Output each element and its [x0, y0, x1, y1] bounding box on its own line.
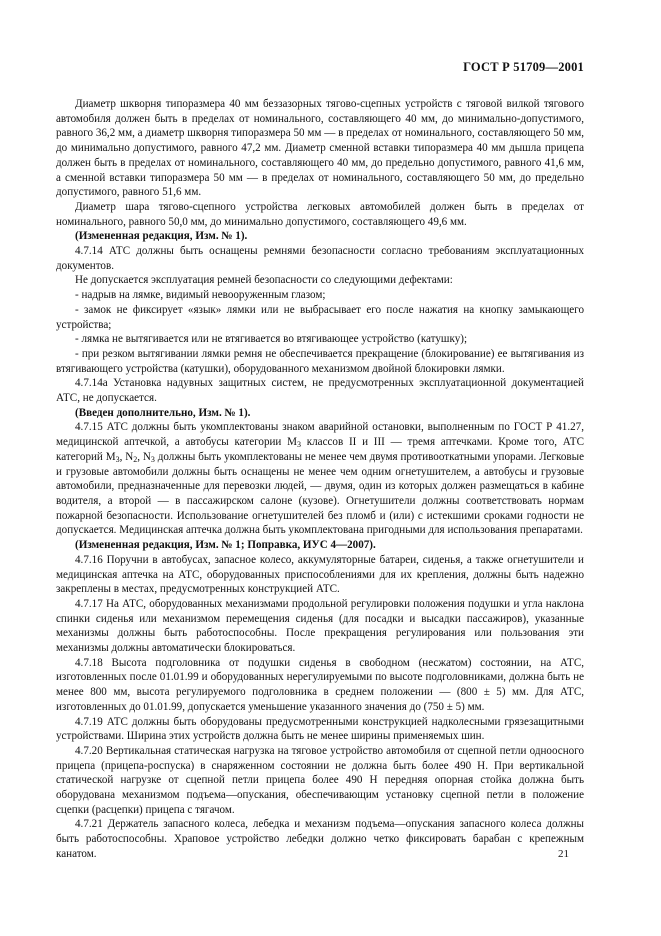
- page-number: 21: [558, 848, 569, 860]
- defect-item: - замок не фиксирует «язык» лямки или не выбрасывает его после нажатия на кнопку замыкающего устройства;: [56, 303, 584, 331]
- defect-item: - лямка не вытягивается или не втягивается во втягивающее устройство (катушку);: [75, 333, 468, 346]
- paragraph-defects-intro: Не допускается эксплуатация ремней безопасности со следующими дефектами:: [75, 274, 453, 287]
- defect-item: - надрыв на лямке, видимый невооруженным глазом;: [75, 289, 326, 302]
- clause-4-7-19: 4.7.19 АТС должны быть оборудованы предусмотренными конструкцией надколесными грязезащитными устройствами. Ширина этих устройств должна быть не менее ширины применяемых шин.: [56, 715, 584, 743]
- clause-4-7-17: 4.7.17 На АТС, оборудованных механизмами продольной регулировки положения подушки и угла наклона спинки сиденья или механизмом перемещения сиденья (для посадки и высадки пассажиров), указанные механизмы должны быть работоспособны. После прекращения регулирования или пользования эти механизмы должны автоматически блокироваться.: [56, 597, 584, 655]
- amendment-note: (Измененная редакция, Изм. № 1; Поправка, ИУС 4—2007).: [75, 539, 376, 552]
- paragraph-ball-diameter: Диаметр шара тягово-сцепного устройства легковых автомобилей должен быть в пределах от номинального, равного 50,0 мм, до минимально допустимого, составляющего 49,6 мм.: [56, 200, 584, 228]
- clause-4-7-18: 4.7.18 Высота подголовника от подушки сиденья в свободном (несжатом) состоянии, на АТС, изготовленных после 01.01.99 и оборудованных нерегулируемыми по высоте подголовниками, должна быть не менее 800 мм, высота регулируемого подголовника в среднем положении — (800 ± 5) мм. Для АТС, изготовленных до 01.01.99, допускается уменьшение указанного значения до (750 ± 5) мм.: [56, 656, 584, 713]
- defect-item: - при резком вытягивании лямки ремня не обеспечивается прекращение (блокирование) ее вытягивания из втягивающего устройства (катушки), оборудованного механизмом двойной блокировки лямки.: [56, 347, 584, 375]
- paragraph-kingpin-diameter: Диаметр шкворня типоразмера 40 мм беззазорных тягово-сцепных устройств с тяговой вилкой тягового автомобиля должен быть в пределах от номинального, составляющего 40 мм, до минимально-допустимого, равного 36,2 мм, а диаметр шкворня типоразмера 50 мм — в пределах от номинального, составляющего 50 мм, до минимально допустимого, равного 47,2 мм. Диаметр сменной вставки типоразмера 40 мм дышла прицепа должен быть в пределах от номинального, составляющего 40 мм, до предельно допустимого, равного 41,6 мм, а сменной вставки типоразмера 50 мм — в пределах от номинального, составляющего 50 мм, до предельно допустимого, равного 51,6 мм.: [56, 98, 584, 199]
- amendment-note: (Введен дополнительно, Изм. № 1).: [75, 406, 251, 419]
- clause-4-7-14: 4.7.14 АТС должны быть оснащены ремнями безопасности согласно требованиям эксплуатационных документов.: [56, 245, 584, 272]
- clause-4-7-15: 4.7.15 АТС должны быть укомплектованы знаком аварийной остановки, выполненным по ГОСТ Р 41.27, медицинской аптечкой, а автобусы категории $M_3$ классов II и III — тремя аптечками. Кроме того, АТС категорий $M_3$, $N_2$, $N_3$ должны быть укомплектованы не менее чем двумя противооткатными упорами. Легковые и грузовые автомобили должны быть оснащены не менее чем одним огнетушителем, а автобусы и грузовые автомобили, предназначенные для перевозки людей, — двумя, один из которых должен размещаться в кабине водителя, а второй — в пассажирском салоне (кузове). Огнетушители должны соответствовать нормам пожарной безопасности. Использование огнетушителей без пломб и (или) с истекшими сроками годности не допускается. Медицинская аптечка должна быть укомплектована пригодными для использования препаратами.: [56, 421, 584, 537]
- clause-4-7-21: 4.7.21 Держатель запасного колеса, лебедка и механизм подъема—опускания запасного колеса должны быть работоспособны. Храповое устройство лебедки должно четко фиксировать барабан с крепежным канатом.: [56, 818, 584, 860]
- amendment-note: (Измененная редакция, Изм. № 1).: [75, 230, 248, 243]
- document-header: ГОСТ Р 51709—2001: [463, 60, 584, 74]
- clause-4-7-20: 4.7.20 Вертикальная статическая нагрузка на тяговое устройство автомобиля от сцепной петли одноосного прицепа (прицепа-роспуска) в снаряженном состоянии не должна быть более 490 Н. При вертикальной статической нагрузке от сцепной петли прицепа более 490 Н передняя опорная стойка должна быть оборудована механизмом подъема—опускания, обеспечивающим установку сцепной петли в положение сцепки (расцепки) прицепа с тягачом.: [56, 744, 584, 816]
- clause-4-7-14a: 4.7.14а Установка надувных защитных систем, не предусмотренных эксплуатационной документацией АТС, не допускается.: [56, 377, 584, 405]
- clause-4-7-16: 4.7.16 Поручни в автобусах, запасное колесо, аккумуляторные батареи, сиденья, а также огнетушители и медицинская аптечка на АТС, оборудованных приспособлениями для их крепления, должны быть надежно закреплены в местах, предусмотренных конструкцией АТС.: [56, 553, 584, 596]
- document-body: [56, 97, 584, 862]
